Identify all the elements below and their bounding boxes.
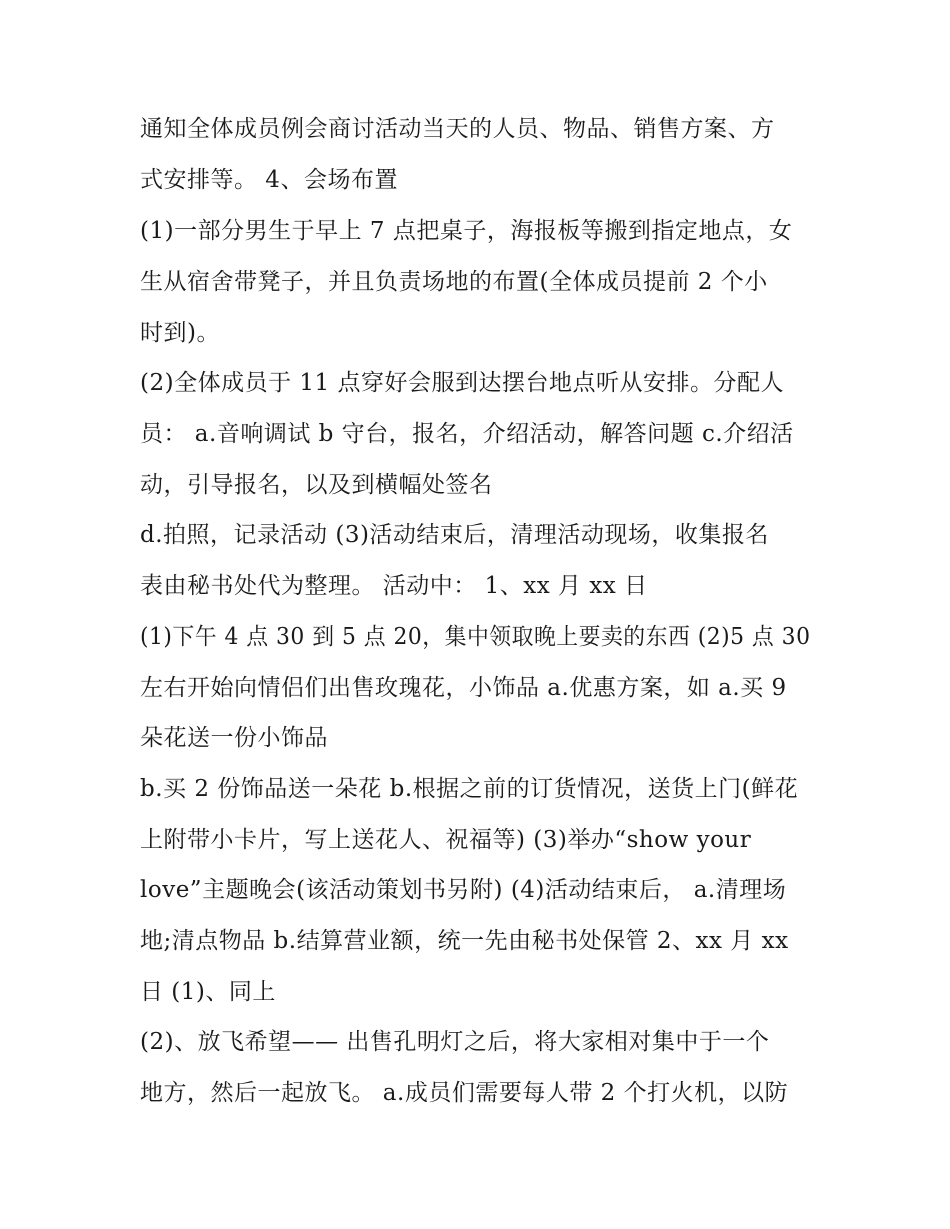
text-line: love”主题晚会(该活动策划书另附) (4)活动结束后， a.清理场 xyxy=(140,877,787,903)
text-line: 上附带小卡片，写上送花人、祝福等) (3)举办“show your xyxy=(140,827,752,853)
text-line: (2)、放飞希望—— 出售孔明灯之后，将大家相对集中于一个 xyxy=(140,1029,770,1055)
text-line: d.拍照，记录活动 (3)活动结束后，清理活动现场，收集报名 xyxy=(140,522,769,548)
text-line: 日 (1)、同上 xyxy=(140,979,276,1005)
text-line: 动，引导报名，以及到横幅处签名 xyxy=(140,472,493,498)
text-line: 通知全体成员例会商讨活动当天的人员、物品、销售方案、方 xyxy=(140,116,775,142)
text-line: 式安排等。 4、会场布置 xyxy=(140,167,398,193)
text-line: (1)下午 4 点 30 到 5 点 20，集中领取晚上要卖的东西 (2)5 点 30 xyxy=(140,624,811,650)
text-line: 生从宿舍带凳子，并且负责场地的布置(全体成员提前 2 个小 xyxy=(140,269,768,295)
text-line: 员： a.音响调试 b 守台，报名，介绍活动，解答问题 c.介绍活 xyxy=(140,421,794,447)
text-line: 表由秘书处代为整理。 活动中： 1、xx 月 xx 日 xyxy=(140,573,648,599)
text-line: 朵花送一份小饰品 xyxy=(140,725,328,751)
text-line: 地;清点物品 b.结算营业额，统一先由秘书处保管 2、xx 月 xx xyxy=(140,928,789,954)
text-line: (1)一部分男生于早上 7 点把桌子，海报板等搬到指定地点，女 xyxy=(140,218,793,244)
text-line: 时到)。 xyxy=(140,320,220,346)
text-line: (2)全体成员于 11 点穿好会服到达摆台地点听从安排。分配人 xyxy=(140,370,784,396)
text-line: 左右开始向情侣们出售玫瑰花，小饰品 a.优惠方案，如 a.买 9 xyxy=(140,675,787,701)
text-line: 地方，然后一起放飞。 a.成员们需要每人带 2 个打火机，以防 xyxy=(140,1080,789,1106)
text-line: b.买 2 份饰品送一朵花 b.根据之前的订货情况，送货上门(鲜花 xyxy=(140,776,799,802)
